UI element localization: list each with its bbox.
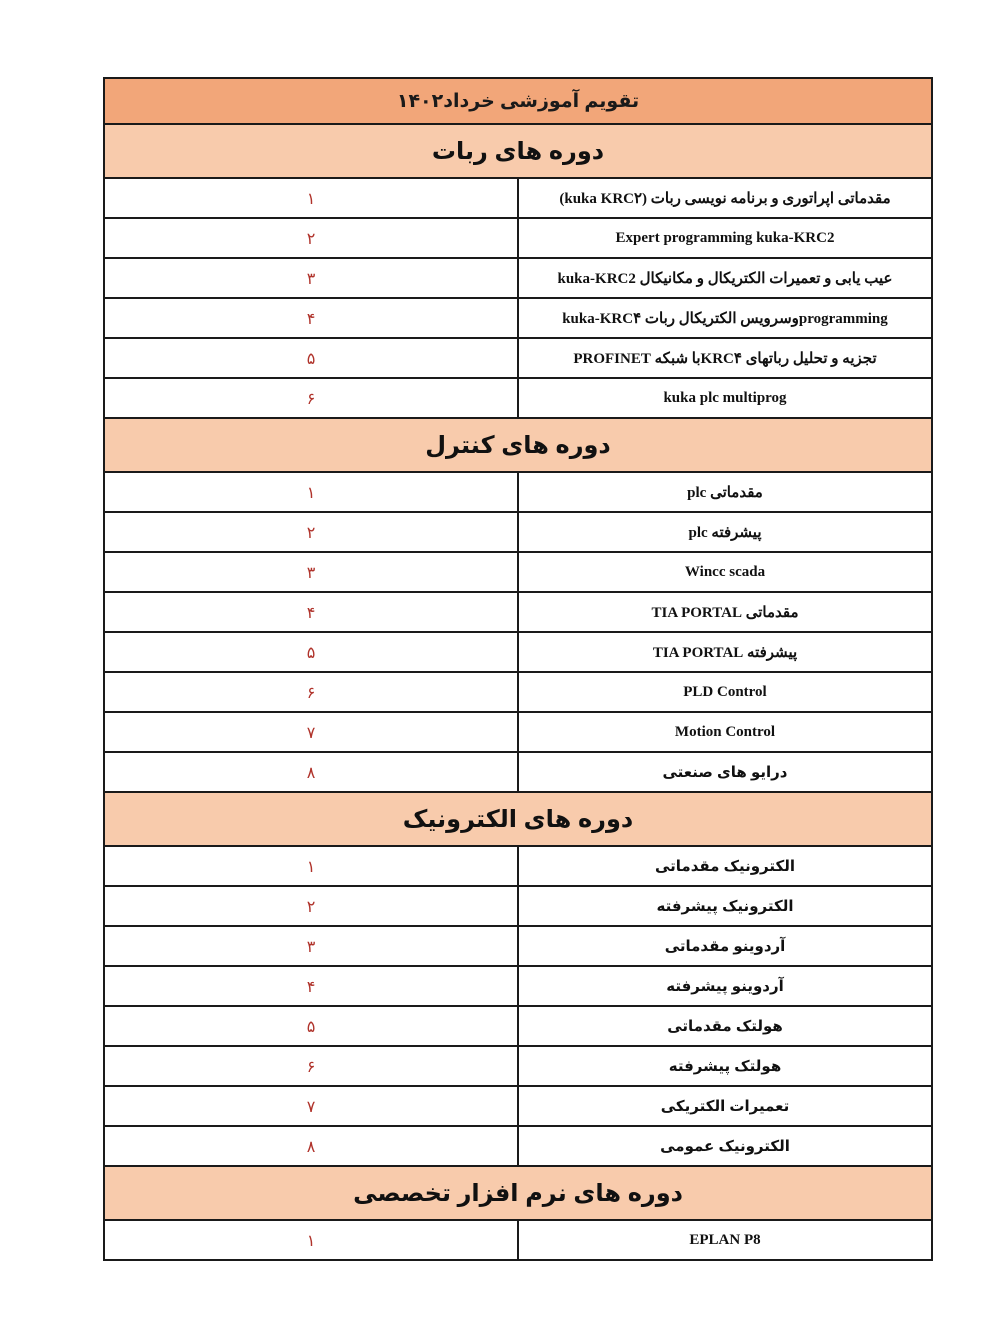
course-name: Expert programming kuka-KRC2 (518, 218, 932, 258)
course-row (104, 472, 932, 512)
calendar-title-row (104, 78, 932, 124)
course-number: ۲ (104, 886, 518, 926)
course-row (104, 218, 932, 258)
section-heading: دوره های ربات (104, 124, 932, 178)
course-row (104, 512, 932, 552)
course-number: ۴ (104, 966, 518, 1006)
course-row (104, 178, 932, 218)
course-row (104, 592, 932, 632)
course-name: programmingوسرویس الکتریکال ربات kuka-KRC۴ (518, 298, 932, 338)
section-heading: دوره های کنترل (104, 418, 932, 472)
course-number: ۴ (104, 298, 518, 338)
course-row (104, 1086, 932, 1126)
course-name: پیشرفته TIA PORTAL (518, 632, 932, 672)
course-number: ۱ (104, 178, 518, 218)
course-name: هولتک مقدماتی (518, 1006, 932, 1046)
course-name: الکترونیک پیشرفته (518, 886, 932, 926)
section-header-row (104, 792, 932, 846)
course-name: درایو های صنعتی (518, 752, 932, 792)
course-row (104, 298, 932, 338)
page-title: تقویم آموزشی خرداد۱۴۰۲ (104, 78, 932, 124)
training-calendar-body (104, 78, 932, 1260)
course-number: ۵ (104, 1006, 518, 1046)
course-number: ۲ (104, 218, 518, 258)
section-heading: دوره های الکترونیک (104, 792, 932, 846)
course-number: ۳ (104, 258, 518, 298)
course-row (104, 552, 932, 592)
course-row (104, 1126, 932, 1166)
course-name: آردوینو مقدماتی (518, 926, 932, 966)
course-number: ۸ (104, 1126, 518, 1166)
course-name: آردوینو پیشرفته (518, 966, 932, 1006)
course-number: ۲ (104, 512, 518, 552)
course-number: ۵ (104, 338, 518, 378)
section-heading: دوره های نرم افزار تخصصی (104, 1166, 932, 1220)
course-name: عیب یابی و تعمیرات الکتریکال و مکانیکال kuka-KRC2 (518, 258, 932, 298)
course-number: ۵ (104, 632, 518, 672)
course-name: پیشرفته plc (518, 512, 932, 552)
course-number: ۷ (104, 712, 518, 752)
course-row (104, 926, 932, 966)
course-name: مقدماتی اپراتوری و برنامه نویسی ربات (kuka KRC۲) (518, 178, 932, 218)
course-name: EPLAN P8 (518, 1220, 932, 1260)
course-row (104, 1006, 932, 1046)
course-row (104, 378, 932, 418)
course-name: مقدماتی TIA PORTAL (518, 592, 932, 632)
course-name: تعمیرات الکتریکی (518, 1086, 932, 1126)
course-number: ۶ (104, 672, 518, 712)
course-name: هولتک پیشرفته (518, 1046, 932, 1086)
course-row (104, 1046, 932, 1086)
course-row (104, 338, 932, 378)
course-row (104, 672, 932, 712)
course-name: Motion Control (518, 712, 932, 752)
course-number: ۴ (104, 592, 518, 632)
course-row (104, 632, 932, 672)
section-header-row (104, 1166, 932, 1220)
course-name: kuka plc multiprog (518, 378, 932, 418)
course-number: ۱ (104, 472, 518, 512)
course-name: تجزیه و تحلیل رباتهای KRC۴با شبکه PROFINET (518, 338, 932, 378)
course-name: الکترونیک مقدماتی (518, 846, 932, 886)
course-row (104, 712, 932, 752)
course-row (104, 258, 932, 298)
course-number: ۳ (104, 552, 518, 592)
course-row (104, 1220, 932, 1260)
course-number: ۶ (104, 1046, 518, 1086)
course-name: PLD Control (518, 672, 932, 712)
course-row (104, 752, 932, 792)
course-number: ۶ (104, 378, 518, 418)
course-number: ۳ (104, 926, 518, 966)
course-number: ۸ (104, 752, 518, 792)
course-number: ۱ (104, 846, 518, 886)
course-name: Wincc scada (518, 552, 932, 592)
course-number: ۱ (104, 1220, 518, 1260)
section-header-row (104, 124, 932, 178)
course-name: مقدماتی plc (518, 472, 932, 512)
course-row (104, 846, 932, 886)
course-number: ۷ (104, 1086, 518, 1126)
course-name: الکترونیک عمومی (518, 1126, 932, 1166)
course-row (104, 886, 932, 926)
course-row (104, 966, 932, 1006)
section-header-row (104, 418, 932, 472)
training-calendar-table (103, 77, 933, 1261)
